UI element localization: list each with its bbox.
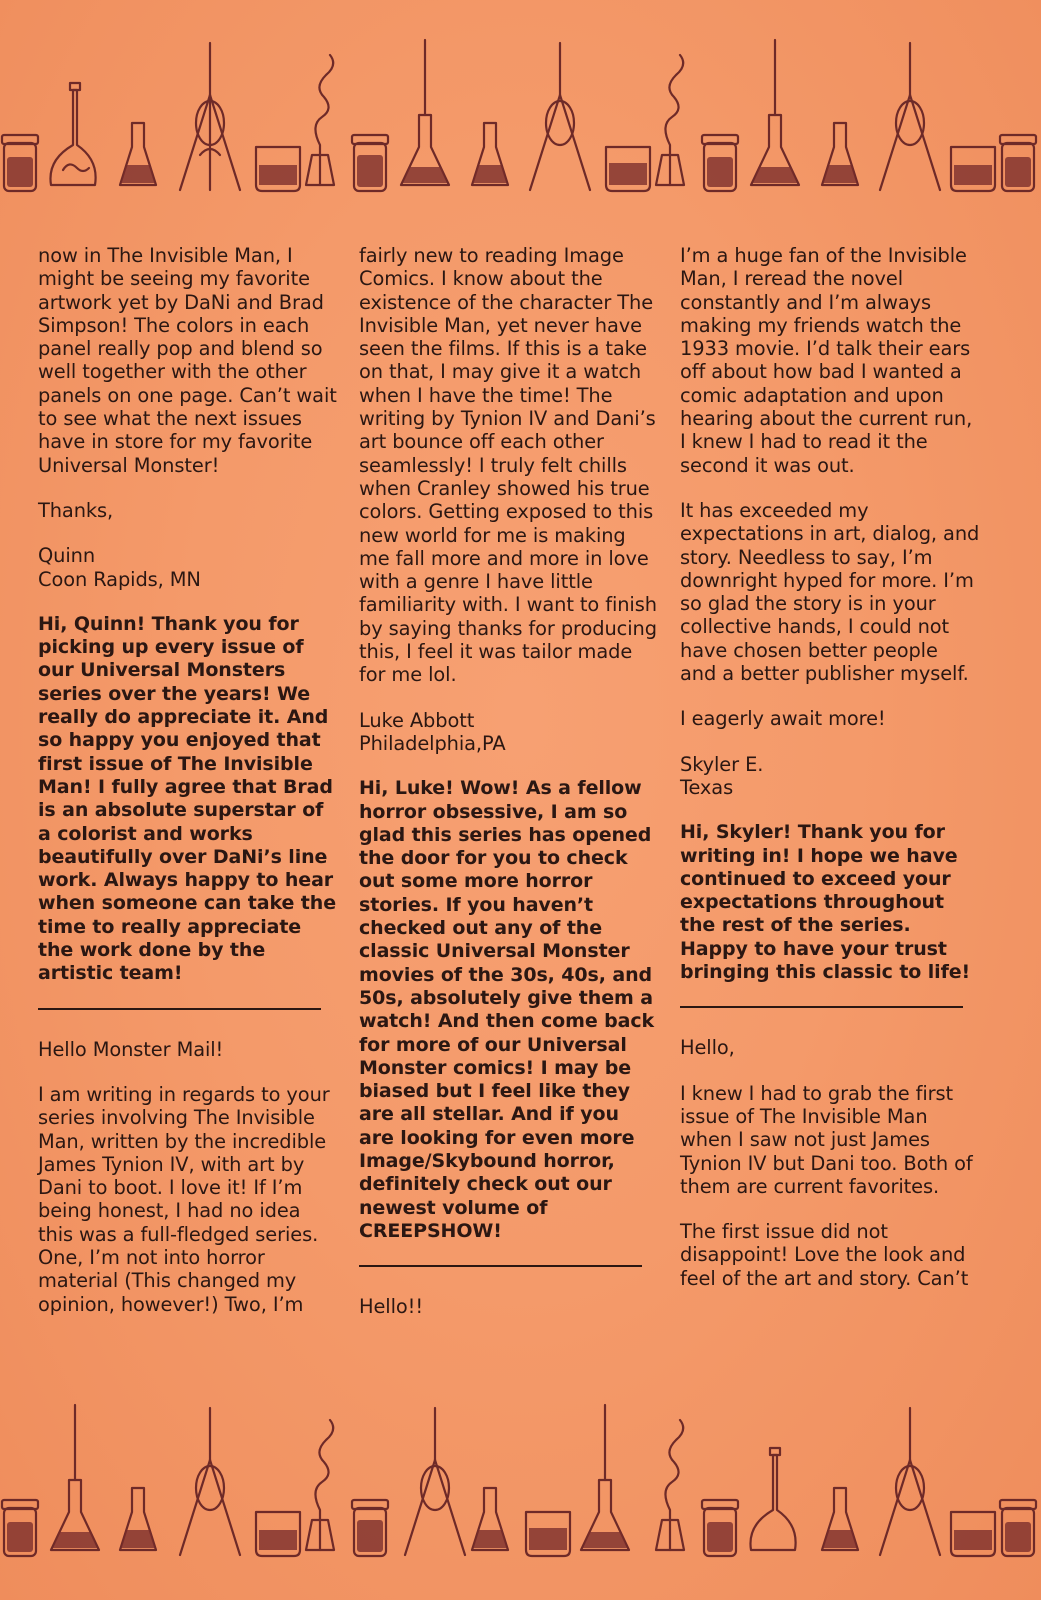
letter-author bbox=[680, 753, 980, 800]
letter-text: now in The Invisible Man, I might be seeing my favorite artwork yet by DaNi and Brad Simpson! The colors in each panel really pop and blend so well together with the other panels on one page. Can’t wait to see what the next issues have in store for my favorite Universal Monster! bbox=[38, 244, 337, 477]
editor-reply: Hi, Skyler! Thank you for writing in! I hope we have continued to exceed your expectations throughout the rest of the series. Happy to have your trust bringing this classic to life! bbox=[680, 821, 971, 984]
author-location: Coon Rapids, MN bbox=[38, 567, 201, 591]
letter-greeting: Hello!! bbox=[359, 1295, 423, 1319]
letter-text: The first issue did not disappoint! Love the look and feel of the art and story. Can’t bbox=[680, 1220, 969, 1290]
letter-closing: I eagerly await more! bbox=[680, 707, 886, 731]
author-name: Luke Abbott bbox=[359, 708, 475, 732]
letter-author bbox=[359, 709, 659, 756]
letter-text: I am writing in regards to your series involving The Invisible Man, written by the incredible James Tynion IV, with art by Dani to boot. I love it! If I’m being honest, I had no idea this was a full-fledged series. One, I’m not into horror material (This changed my opinion, however!) Two, I’m bbox=[38, 1082, 330, 1316]
section-divider bbox=[680, 1006, 963, 1008]
glassware-set bbox=[2, 40, 1036, 191]
lab-glassware-border-top bbox=[0, 35, 1041, 200]
letter-text: It has exceeded my expectations in art, dialog, and story. Needless to say, I’m downright hyped for more. I’m so glad the story is in your collective hands, I could not have chosen better people and a better publisher myself. bbox=[680, 498, 980, 686]
author-location: Texas bbox=[680, 775, 734, 799]
letter-text: fairly new to reading Image Comics. I know about the existence of the character The Invisible Man, yet never have seen the films. If this is a take on that, I may give it a watch when I have the time! The writing by Tynion IV and Dani’s art bounce off each other seamlessly! I truly felt chills when Cranley showed his true colors. Getting exposed to this new world for me is making me fall more and more in love with a genre I have little familiarity with. I want to finish by saying thanks for producing this, I feel it was tailor made for me lol. bbox=[359, 244, 657, 687]
letters-columns bbox=[38, 244, 998, 1364]
column-2 bbox=[359, 244, 659, 1340]
letter-greeting: Hello, bbox=[680, 1036, 735, 1060]
letter-greeting: Hello Monster Mail! bbox=[38, 1037, 224, 1061]
lab-glassware-border-bottom bbox=[0, 1400, 1041, 1565]
section-divider bbox=[359, 1265, 642, 1267]
author-name: Quinn bbox=[38, 544, 96, 568]
author-location: Philadelphia,PA bbox=[359, 731, 506, 755]
author-name: Skyler E. bbox=[680, 752, 764, 776]
letter-signoff: Thanks, bbox=[38, 498, 114, 522]
letter-text: I knew I had to grab the first issue of The Invisible Man when I saw not just James Tynion IV but Dani too. Both of them are current favorites. bbox=[680, 1081, 973, 1198]
column-1 bbox=[38, 244, 338, 1338]
letter-author bbox=[38, 544, 338, 591]
editor-reply: Hi, Luke! Wow! As a fellow horror obsessive, I am so glad this series has opened the door for you to check out some more horror stories. If you haven’t checked out any of the classic Universal Monster movies of the 30s, 40s, and 50s, absolutely give them a watch! And then come back for more of our Universal Monster comics! I may be biased but I feel like they are all stellar. And if you are looking for even more Image/Skybound horror, definitely check out our newest volume of CREEPSHOW! bbox=[359, 777, 655, 1242]
glassware-set bbox=[2, 1405, 1036, 1556]
editor-reply: Hi, Quinn! Thank you for picking up every issue of our Universal Monsters series over the years! We really do appreciate it. And so happy you enjoyed that first issue of The Invisible Man! I fully agree that Brad is an absolute superstar of a colorist and works beautifully over DaNi’s line work. Always happy to hear when someone can take the time to really appreciate the work done by the artistic team! bbox=[38, 612, 336, 985]
section-divider bbox=[38, 1008, 321, 1010]
column-3 bbox=[680, 244, 980, 1312]
letter-text: I’m a huge fan of the Invisible Man, I reread the novel constantly and I’m always making my friends watch the 1933 movie. I’d talk their ears off about how bad I wanted a comic adaptation and upon hearing about the current run, I knew I had to read it the second it was out. bbox=[680, 244, 973, 477]
